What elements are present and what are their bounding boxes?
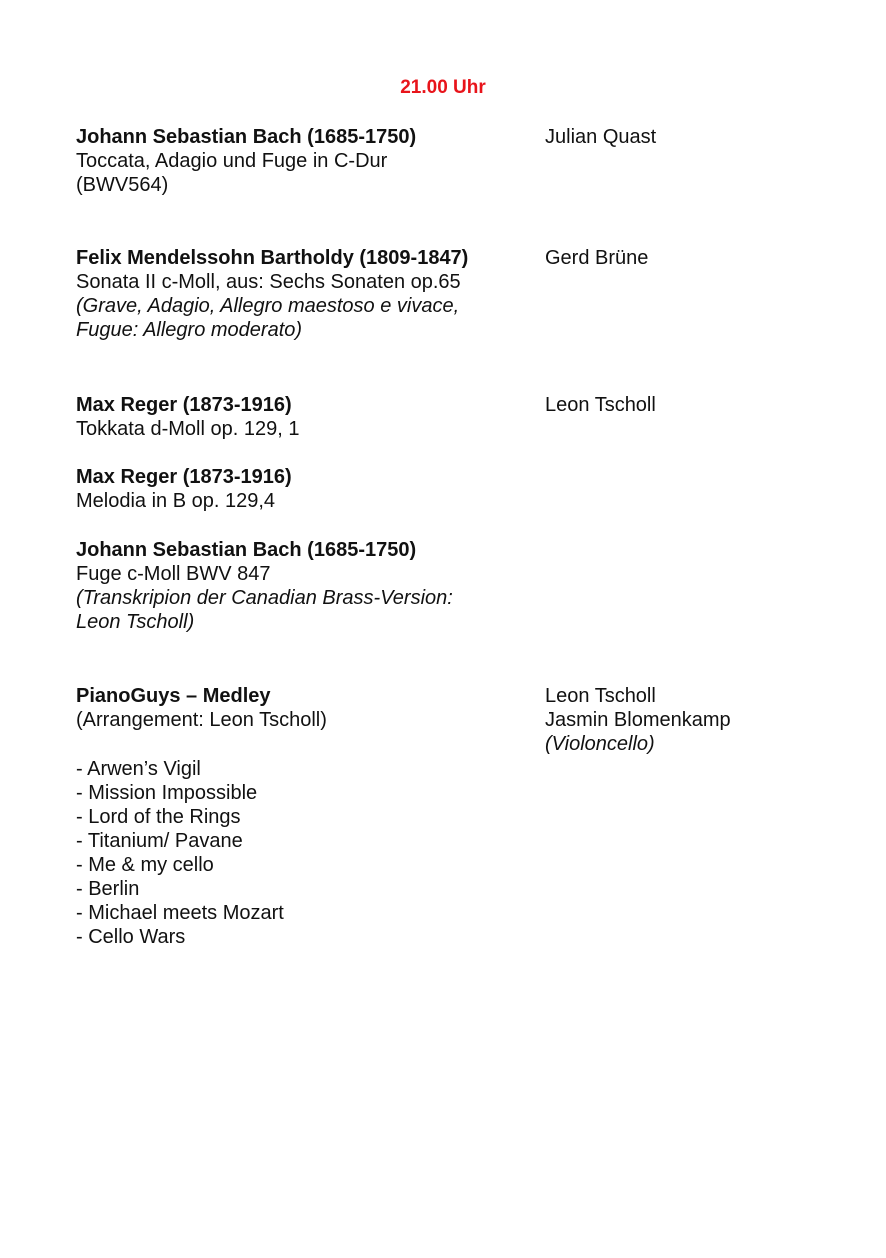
- list-item: - Titanium/ Pavane: [76, 830, 243, 852]
- work-catalog: (BWV564): [76, 174, 169, 196]
- performer-leon-tscholl: [545, 393, 865, 417]
- work-note-continued: Leon Tscholl): [76, 611, 195, 633]
- work-note: (Transkripion der Canadian Brass-Version:: [76, 587, 453, 609]
- composer-name: Felix Mendelssohn Bartholdy (1809-1847): [76, 247, 469, 269]
- composer-name: Johann Sebastian Bach (1685-1750): [76, 126, 417, 148]
- work-arrangement: (Arrangement: Leon Tscholl): [76, 709, 327, 731]
- work-title: Tokkata d-Moll op. 129, 1: [76, 418, 300, 440]
- concert-time-heading: 21.00 Uhr: [400, 77, 486, 98]
- performers-medley: [545, 684, 865, 756]
- performer-name: Julian Quast: [545, 126, 657, 148]
- composer-name: Johann Sebastian Bach (1685-1750): [76, 539, 417, 561]
- list-item: - Mission Impossible: [76, 782, 258, 804]
- work-movements: (Grave, Adagio, Allegro maestoso e vivace,: [76, 295, 460, 317]
- work-title: Toccata, Adagio und Fuge in C-Dur: [76, 150, 388, 172]
- list-item: - Cello Wars: [76, 926, 186, 948]
- list-item: - Arwen’s Vigil: [76, 758, 201, 780]
- list-item: - Lord of the Rings: [76, 806, 241, 828]
- composer-name: Max Reger (1873-1916): [76, 394, 292, 416]
- performer-name: Jasmin Blomenkamp: [545, 709, 731, 731]
- composer-name: PianoGuys – Medley: [76, 685, 271, 707]
- work-movements-continued: Fugue: Allegro moderato): [76, 319, 303, 341]
- list-item: - Michael meets Mozart: [76, 902, 284, 924]
- program-item-reger-tokkata: [76, 393, 536, 441]
- work-title: Sonata II c-Moll, aus: Sechs Sonaten op.65: [76, 271, 461, 293]
- medley-track-list: [76, 757, 284, 949]
- composer-name: Max Reger (1873-1916): [76, 466, 292, 488]
- performer-name: Gerd Brüne: [545, 247, 649, 269]
- work-title: Melodia in B op. 129,4: [76, 490, 276, 512]
- program-item-pianoguys-medley: [76, 684, 536, 732]
- program-item-bach-fuge: [76, 538, 536, 634]
- program-item-bach-toccata: [76, 125, 536, 197]
- list-item: - Me & my cello: [76, 854, 214, 876]
- list-item: - Berlin: [76, 878, 140, 900]
- performer-name: Leon Tscholl: [545, 394, 656, 416]
- performer-julian-quast: [545, 125, 865, 149]
- performer-gerd-bruene: [545, 246, 865, 270]
- performer-name: Leon Tscholl: [545, 685, 656, 707]
- performer-instrument: (Violoncello): [545, 733, 655, 755]
- program-item-reger-melodia: [76, 465, 536, 513]
- program-item-mendelssohn-sonata: [76, 246, 536, 342]
- work-title: Fuge c-Moll BWV 847: [76, 563, 271, 585]
